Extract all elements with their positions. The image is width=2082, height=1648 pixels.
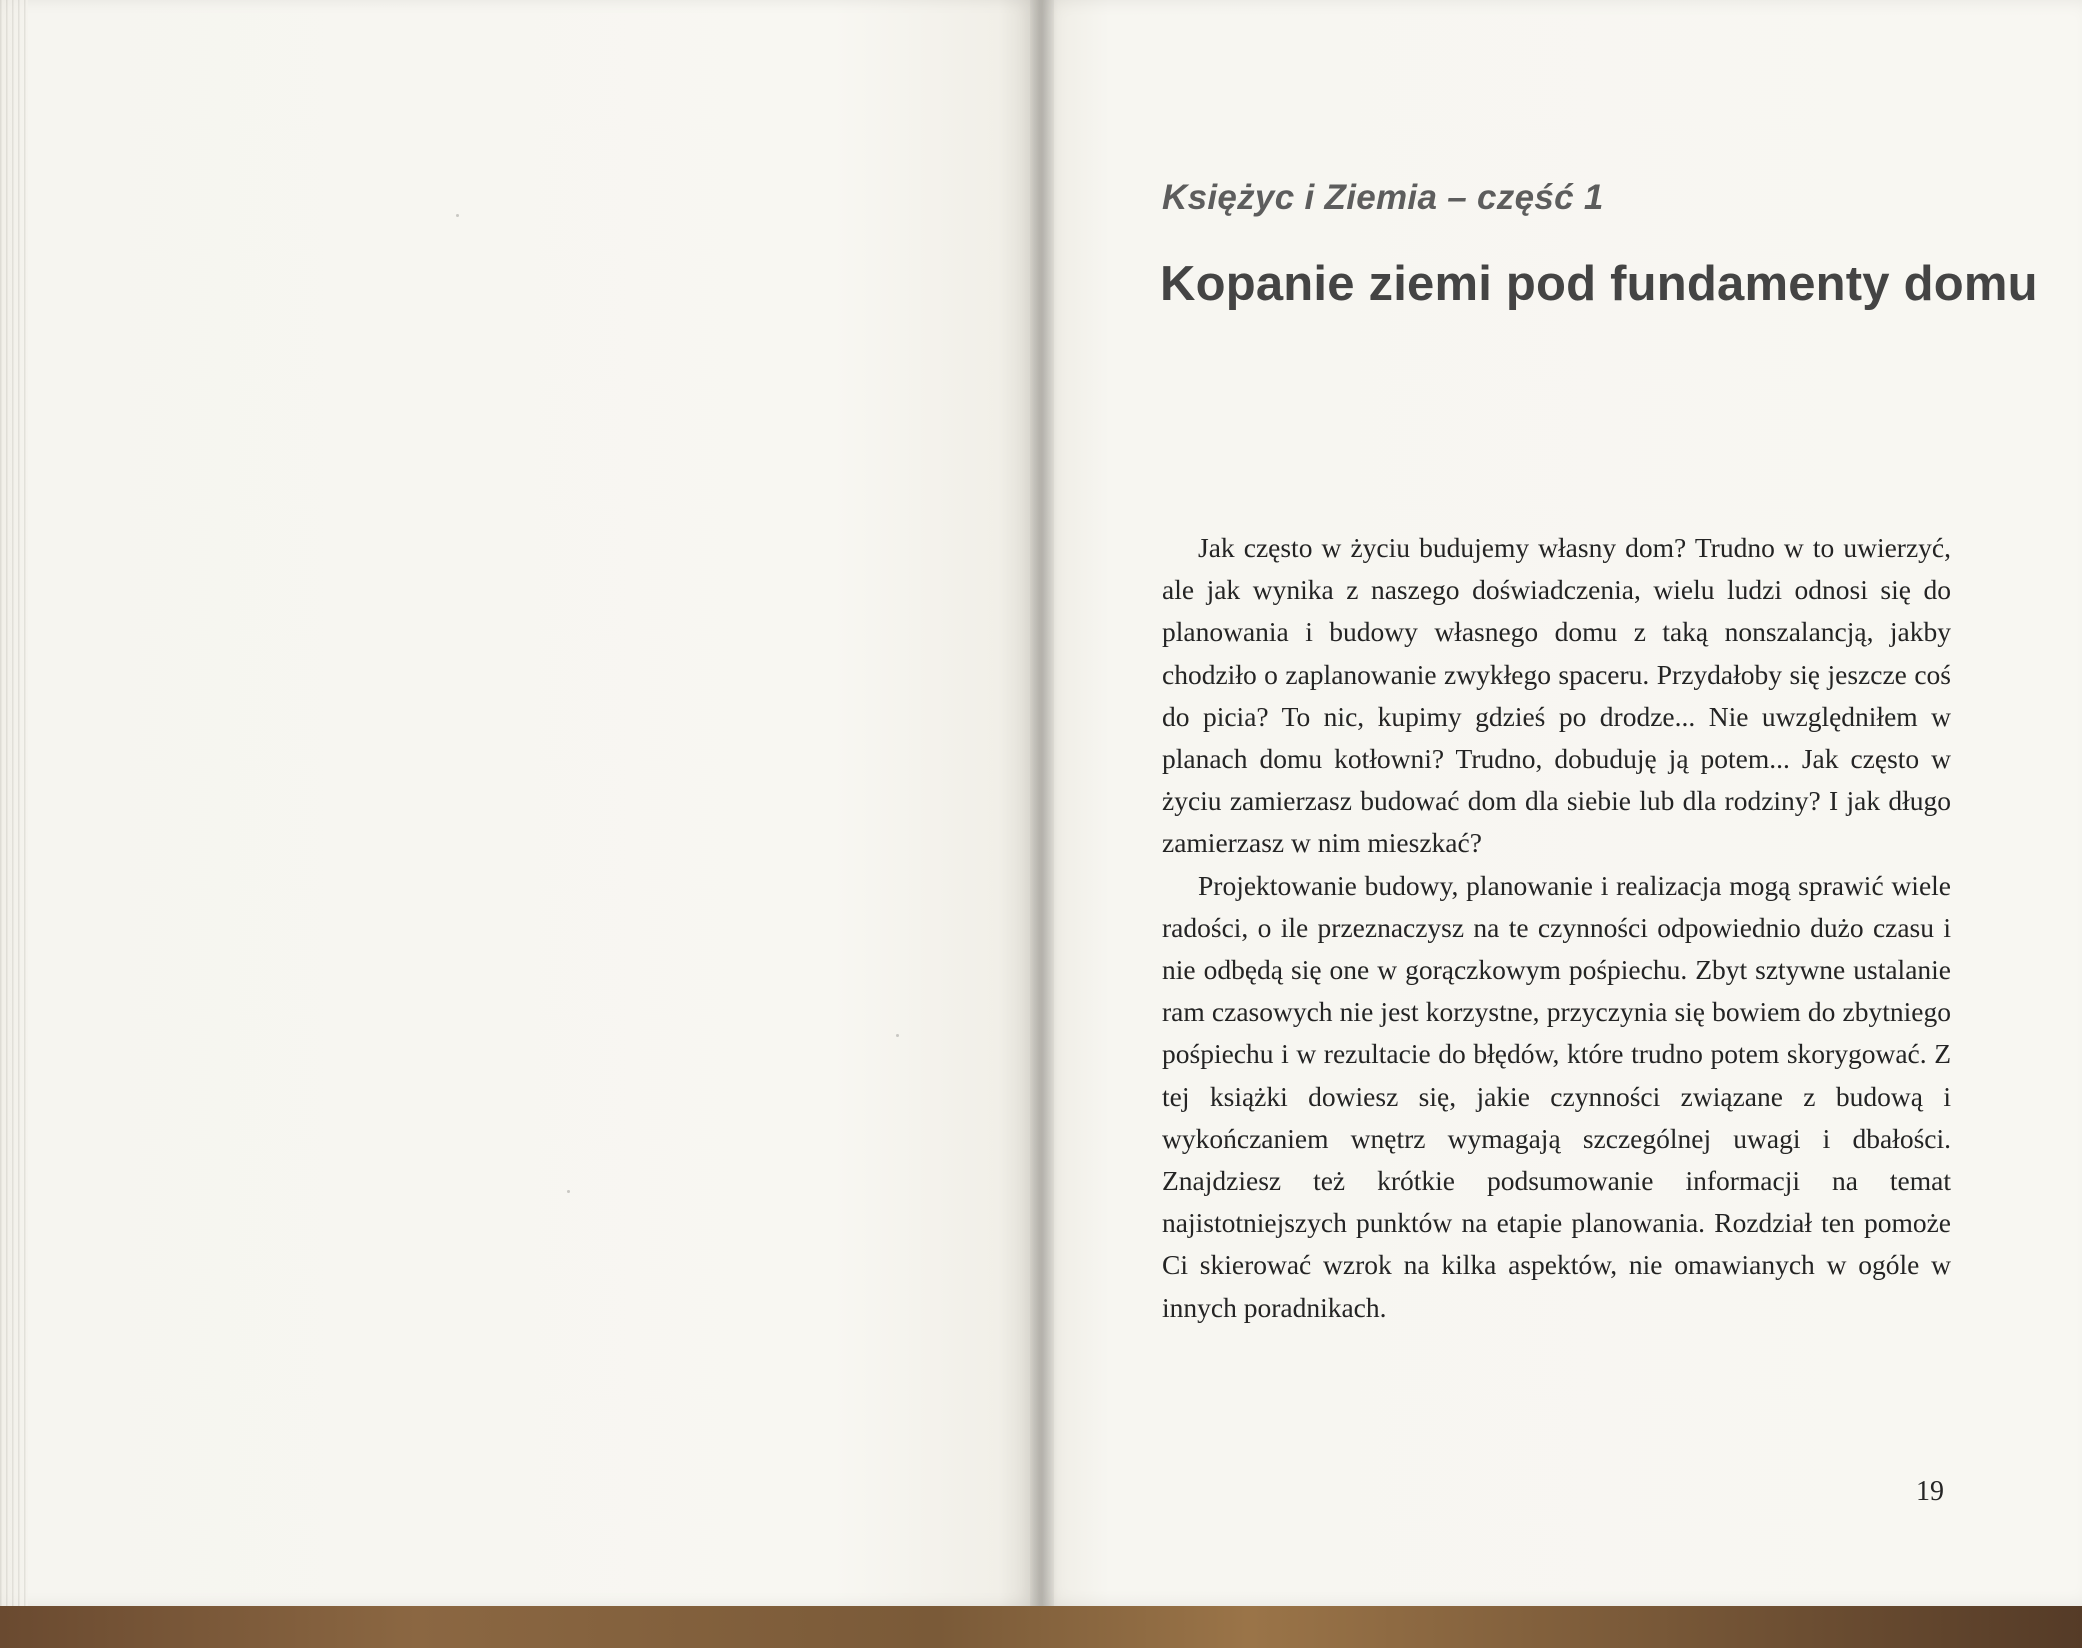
chapter-body — [1162, 527, 1951, 1329]
chapter-subtitle: Księżyc i Ziemia – część 1 — [1162, 178, 1604, 217]
paper-speck — [567, 1190, 570, 1193]
paper-speck — [896, 1034, 899, 1037]
page-number: 19 — [1916, 1476, 1944, 1507]
paragraph: Projektowanie budowy, planowanie i realizacja mogą sprawić wiele radości, o ile przeznaczysz na te czynności odpowiednio dużo czasu i nie odbędą się one w gorączkowym pośpiechu. Zbyt sztywne ustalanie ram czasowych nie jest korzystne, przyczynia się bowiem do zbytniego pośpiechu i w rezultacie do błędów, które trudno potem skorygować. Z tej książki dowiesz się, jakie czynności związane z budową i wykończaniem wnętrz wymagają szczególnej uwagi i dbałości. Znajdziesz też krótkie podsumowanie informacji na temat najistotniejszych punktów na etapie planowania. Rozdział ten pomoże Ci skierować wzrok na kilka aspektów, nie omawianych w ogóle w innych poradnikach. — [1162, 869, 1951, 1323]
left-page — [0, 0, 1040, 1606]
paper-speck — [456, 214, 459, 217]
paragraph: Jak często w życiu budujemy własny dom? Trudno w to uwierzyć, ale jak wynika z naszego doświadczenia, wielu ludzi odnosi się do planowania i budowy własnego domu z taką nonszalancją, jakby chodziło o zaplanowanie zwykłego spaceru. Przydałoby się jeszcze coś do picia? To nic, kupimy gdzieś po drodze... Nie uwzględniłem w planach domu kotłowni? Trudno, dobuduję ją potem... Jak często w życiu zamierzasz budować dom dla siebie lub dla rodziny? I jak długo zamierzasz w nim mieszkać? — [1162, 532, 1951, 859]
chapter-title: Kopanie ziemi pod fundamenty domu — [1160, 257, 2038, 311]
page-edge-stack — [0, 0, 28, 1606]
book-spine-shadow — [1030, 0, 1054, 1606]
